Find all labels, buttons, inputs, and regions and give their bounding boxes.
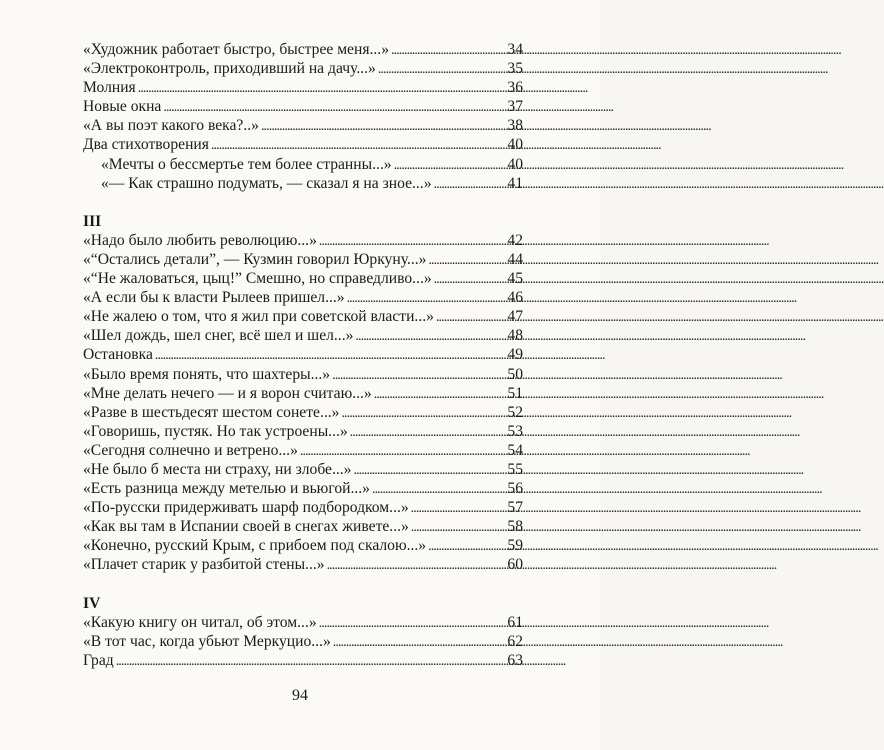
toc-entry-page: 37 bbox=[507, 98, 523, 116]
toc-entry-page: 54 bbox=[507, 441, 523, 459]
toc-entry bbox=[83, 78, 523, 97]
dot-leader bbox=[428, 250, 505, 270]
page-number: 94 bbox=[292, 687, 308, 704]
toc-entry-title: «Есть разница между метелью и вьюгой...» bbox=[83, 480, 370, 498]
toc-entry bbox=[83, 384, 523, 403]
toc-entry-page: 48 bbox=[507, 327, 523, 345]
toc-entry bbox=[83, 651, 523, 670]
toc-entry bbox=[83, 288, 523, 307]
toc-entry-page: 51 bbox=[507, 384, 523, 402]
dot-leader bbox=[211, 135, 505, 155]
toc-entry-page: 63 bbox=[507, 651, 523, 669]
toc-entry bbox=[83, 269, 523, 288]
dot-leader bbox=[333, 632, 506, 652]
toc-entry bbox=[83, 250, 523, 269]
toc-entry-page: 60 bbox=[507, 556, 523, 574]
dot-leader bbox=[341, 403, 505, 423]
dot-leader bbox=[436, 307, 505, 327]
toc-entry-page: 42 bbox=[507, 231, 523, 249]
toc-entry-page: 55 bbox=[507, 460, 523, 478]
dot-leader bbox=[155, 345, 506, 365]
dot-leader bbox=[372, 479, 505, 499]
toc-entry-title: «Надо было любить революцию...» bbox=[83, 231, 317, 249]
toc-entry bbox=[83, 326, 523, 345]
dot-leader bbox=[428, 536, 505, 556]
toc-entry-title: «Не жалею о том, что я жил при советской власти...» bbox=[83, 308, 434, 326]
toc-entry-page: 56 bbox=[507, 480, 523, 498]
toc-entry-page: 34 bbox=[507, 41, 523, 58]
toc-entry-page: 62 bbox=[507, 632, 523, 650]
toc-entry bbox=[83, 460, 523, 479]
toc-entry-title: «Какую книгу он читал, об этом...» bbox=[83, 613, 317, 631]
dot-leader bbox=[261, 116, 505, 136]
toc-entry bbox=[83, 422, 523, 441]
toc-entry-page: 59 bbox=[507, 537, 523, 555]
dot-leader bbox=[391, 40, 505, 60]
toc-entry-page: 40 bbox=[507, 136, 523, 154]
toc-entry bbox=[83, 307, 523, 326]
toc-entry bbox=[83, 536, 523, 555]
toc-entry-title: «Не было б места ни страху, ни злобе...» bbox=[83, 460, 352, 478]
toc-entry bbox=[83, 517, 523, 536]
toc-entry-title: Град bbox=[83, 651, 114, 669]
section-heading: III bbox=[83, 212, 102, 230]
toc-entry bbox=[83, 174, 523, 193]
toc-entry bbox=[83, 632, 523, 651]
toc-entry bbox=[83, 345, 523, 364]
toc-entry bbox=[83, 135, 523, 154]
toc-entry bbox=[83, 479, 523, 498]
toc-entry-page: 38 bbox=[507, 117, 523, 135]
toc-entry-title: «Сегодня солнечно и ветрено...» bbox=[83, 441, 298, 459]
toc-entry-page: 47 bbox=[507, 308, 523, 326]
toc-entry bbox=[83, 97, 523, 116]
toc-entry-page: 53 bbox=[507, 422, 523, 440]
dot-leader bbox=[378, 59, 506, 79]
dot-leader bbox=[434, 174, 506, 194]
dot-leader bbox=[355, 326, 505, 346]
toc-entry-page: 52 bbox=[507, 403, 523, 421]
toc-entry-page: 44 bbox=[507, 250, 523, 268]
toc-entry-title: «Как вы там в Испании своей в снегах живете...» bbox=[83, 518, 409, 536]
dot-leader bbox=[350, 422, 506, 442]
dot-leader bbox=[138, 78, 506, 98]
toc-entry bbox=[83, 613, 523, 632]
toc-entry-page: 45 bbox=[507, 270, 523, 288]
toc-entry-title: «А если бы к власти Рылеев пришел...» bbox=[83, 289, 345, 307]
dot-leader bbox=[300, 441, 506, 461]
toc-entry-title: «А вы поэт какого века?..» bbox=[83, 117, 259, 135]
toc-entry bbox=[83, 40, 523, 59]
toc-entry-title: Молния bbox=[83, 79, 136, 97]
toc-entry-page: 36 bbox=[507, 79, 523, 97]
toc-entry bbox=[83, 441, 523, 460]
toc-entry-title: Два стихотворения bbox=[83, 136, 209, 154]
dot-leader bbox=[347, 288, 506, 308]
toc-entry bbox=[83, 555, 523, 574]
toc-entry bbox=[83, 59, 523, 78]
toc-entry-title: «Говоришь, пустяк. Но так устроены...» bbox=[83, 422, 348, 440]
dot-leader bbox=[116, 651, 506, 671]
toc-entry-page: 46 bbox=[507, 289, 523, 307]
toc-entry-page: 61 bbox=[507, 613, 523, 631]
toc-entry-title: «По-русски придерживать шарф подбородком...» bbox=[83, 499, 409, 517]
dot-leader bbox=[411, 498, 506, 518]
toc-entry-page: 35 bbox=[507, 60, 523, 78]
section-heading: IV bbox=[83, 594, 101, 612]
toc-entry bbox=[83, 365, 523, 384]
toc-entry-page: 58 bbox=[507, 518, 523, 536]
toc-entry-title: «Художник работает быстро, быстрее меня...» bbox=[83, 41, 389, 58]
dot-leader bbox=[163, 97, 505, 117]
toc-entry-title: «Шел дождь, шел снег, всё шел и шел...» bbox=[83, 327, 354, 345]
toc-entry-title: «Мне делать нечего — и я ворон считаю...» bbox=[83, 384, 372, 402]
toc-entry-title: «Конечно, русский Крым, с прибоем под скалою...» bbox=[83, 537, 427, 555]
toc-entry-title: Остановка bbox=[83, 346, 153, 364]
dot-leader bbox=[434, 269, 506, 289]
toc-entry-title: «Мечты о бессмертье тем более странны...» bbox=[101, 155, 392, 173]
toc-entry-title: «Разве в шестьдесят шестом сонете...» bbox=[83, 403, 340, 421]
dot-leader bbox=[332, 365, 505, 385]
dot-leader bbox=[319, 231, 506, 251]
toc-entry-page: 41 bbox=[507, 174, 523, 192]
toc-entry-page: 40 bbox=[507, 155, 523, 173]
toc-entry-page: 57 bbox=[507, 499, 523, 517]
toc-entry-page: 49 bbox=[507, 346, 523, 364]
toc-entry-title: «Электроконтроль, приходивший на дачу...» bbox=[83, 60, 376, 78]
table-of-contents bbox=[83, 40, 523, 670]
toc-entry bbox=[83, 498, 523, 517]
toc-entry-title: «— Как страшно подумать, — сказал я на зное...» bbox=[101, 174, 432, 192]
toc-entry bbox=[83, 116, 523, 135]
toc-entry-title: «Было время понять, что шахтеры...» bbox=[83, 365, 331, 383]
dot-leader bbox=[374, 384, 506, 404]
dot-leader bbox=[327, 555, 506, 575]
toc-entry bbox=[83, 403, 523, 422]
toc-entry-title: Новые окна bbox=[83, 98, 162, 116]
toc-entry-page: 50 bbox=[507, 365, 523, 383]
toc-entry-title: «“Не жаловаться, цыц!” Смешно, но справедливо...» bbox=[83, 270, 432, 288]
dot-leader bbox=[394, 155, 506, 175]
toc-entry-title: «Плачет старик у разбитой стены...» bbox=[83, 556, 325, 574]
dot-leader bbox=[411, 517, 506, 537]
toc-entry bbox=[83, 155, 523, 174]
toc-entry bbox=[83, 231, 523, 250]
dot-leader bbox=[353, 460, 505, 480]
toc-entry-title: «В тот час, когда убьют Меркуцио...» bbox=[83, 632, 331, 650]
toc-entry-title: «“Остались детали”, — Кузмин говорил Юркуну...» bbox=[83, 250, 427, 268]
dot-leader bbox=[319, 613, 506, 633]
